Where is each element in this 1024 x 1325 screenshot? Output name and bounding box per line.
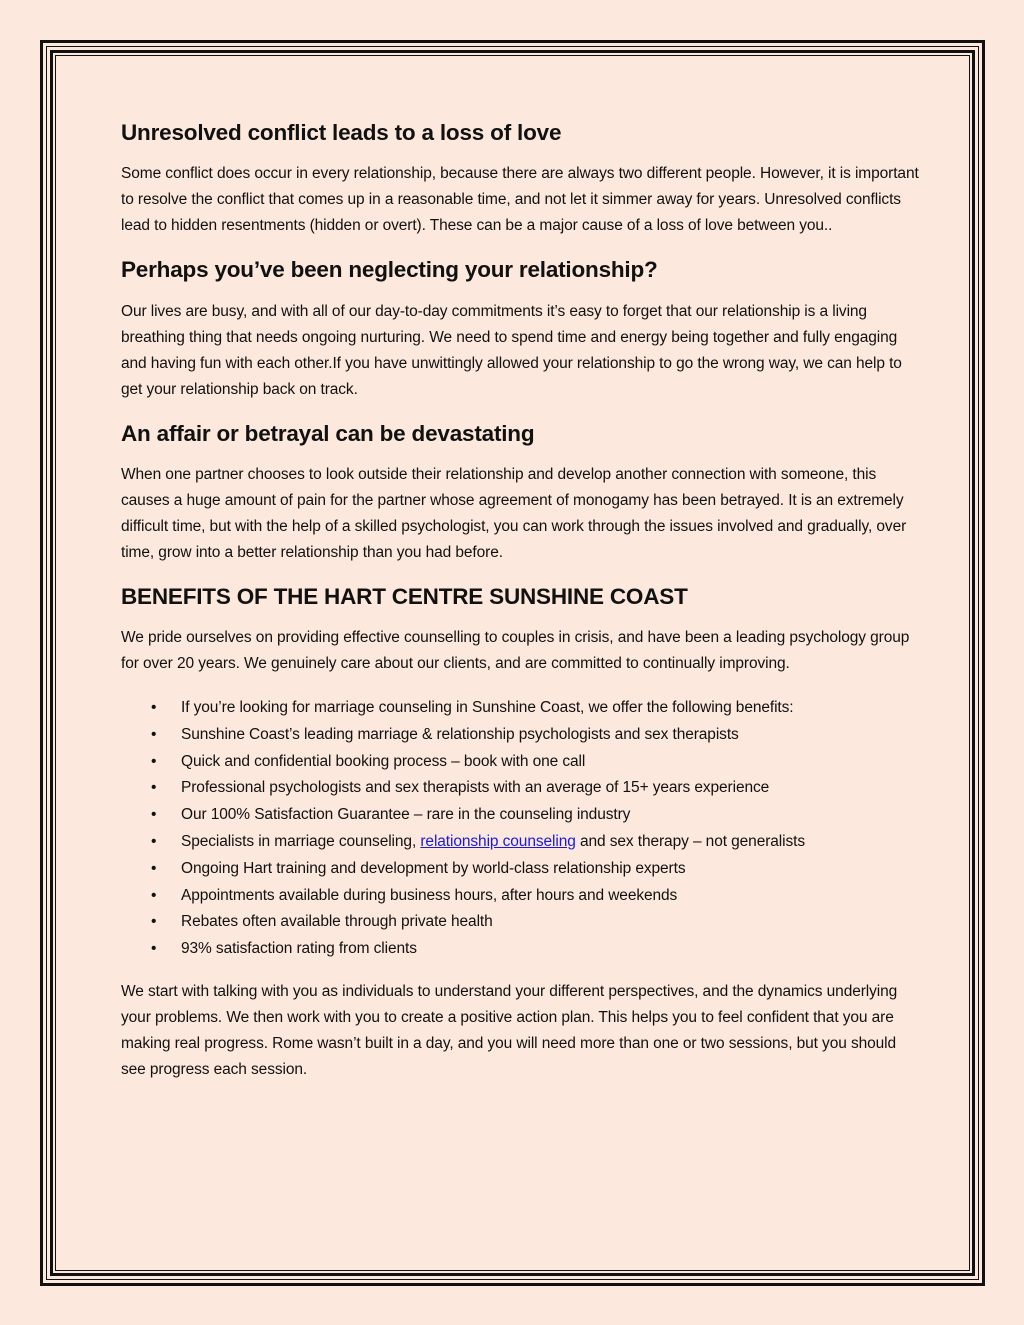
benefit-item: • Ongoing Hart training and development by world-class relationship experts bbox=[121, 856, 921, 883]
section-unresolved-conflict bbox=[121, 118, 921, 239]
benefit-item: • Professional psychologists and sex therapists with an average of 15+ years experience bbox=[121, 775, 921, 802]
benefits-heading: BENEFITS OF THE HART CENTRE SUNSHINE COAST bbox=[121, 583, 688, 609]
benefit-item: • Appointments available during business hours, after hours and weekends bbox=[121, 883, 921, 910]
relationship-counseling-link[interactable]: relationship counseling bbox=[420, 832, 576, 850]
benefit-item: • Rebates often available through private health bbox=[121, 909, 921, 936]
benefit-item: • 93% satisfaction rating from clients bbox=[121, 936, 921, 963]
section-heading: An affair or betrayal can be devastating bbox=[121, 420, 535, 446]
benefit-item: • Quick and confidential booking process – book with one call bbox=[121, 749, 921, 776]
section-affair-betrayal bbox=[121, 419, 921, 566]
benefit-item: • Our 100% Satisfaction Guarantee – rare in the counseling industry bbox=[121, 802, 921, 829]
section-paragraph: Some conflict does occur in every relationship, because there are always two different people. However, it is important to resolve the conflict that comes up in a reasonable time, and not let it simmer away for years. Unresolved conflicts lead to hidden resentments (hidden or overt). These can be a major cause of a loss of love between you.. bbox=[121, 165, 919, 235]
benefit-item: • If you’re looking for marriage counseling in Sunshine Coast, we offer the following benefits: bbox=[121, 695, 921, 722]
benefits-list bbox=[121, 695, 921, 963]
benefit-item: • Sunshine Coast’s leading marriage & relationship psychologists and sex therapists bbox=[121, 722, 921, 749]
section-heading: Unresolved conflict leads to a loss of love bbox=[121, 120, 562, 145]
section-paragraph: Our lives are busy, and with all of our day-to-day commitments it’s easy to forget that our relationship is a living breathing thing that needs ongoing nurturing. We need to spend time and energy being together and fully engaging and having fun with each other.If you have unwittingly allowed your relationship to go the wrong way, we can help to get your relationship back on track. bbox=[121, 302, 902, 398]
section-neglecting-relationship bbox=[121, 255, 921, 402]
benefit-item-with-link bbox=[121, 829, 921, 856]
section-benefits bbox=[121, 582, 921, 1083]
document-body bbox=[121, 118, 921, 1099]
benefits-closing: We start with talking with you as individuals to understand your different perspectives, and the dynamics underlying your problems. We then work with you to create a positive action plan. This helps you to feel confident that you are making real progress. Rome wasn’t built in a day, and you will need more than one or two sessions, but you should see progress each session. bbox=[121, 982, 898, 1078]
benefits-intro: We pride ourselves on providing effective counselling to couples in crisis, and have been a leading psychology group for over 20 years. We genuinely care about our clients, and are committed to continually improving. bbox=[121, 629, 910, 672]
benefit-text-after: and sex therapy – not generalists bbox=[575, 832, 805, 850]
benefit-text-before: Specialists in marriage counseling, bbox=[181, 832, 421, 850]
section-heading: Perhaps you’ve been neglecting your relationship? bbox=[121, 257, 658, 283]
section-paragraph: When one partner chooses to look outside their relationship and develop another connection with someone, this causes a huge amount of pain for the partner whose agreement of monogamy has been betrayed. It is an extremely difficult time, but with the help of a skilled psychologist, you can work through the issues involved and gradually, over time, grow into a better relationship than you had before. bbox=[121, 465, 907, 561]
